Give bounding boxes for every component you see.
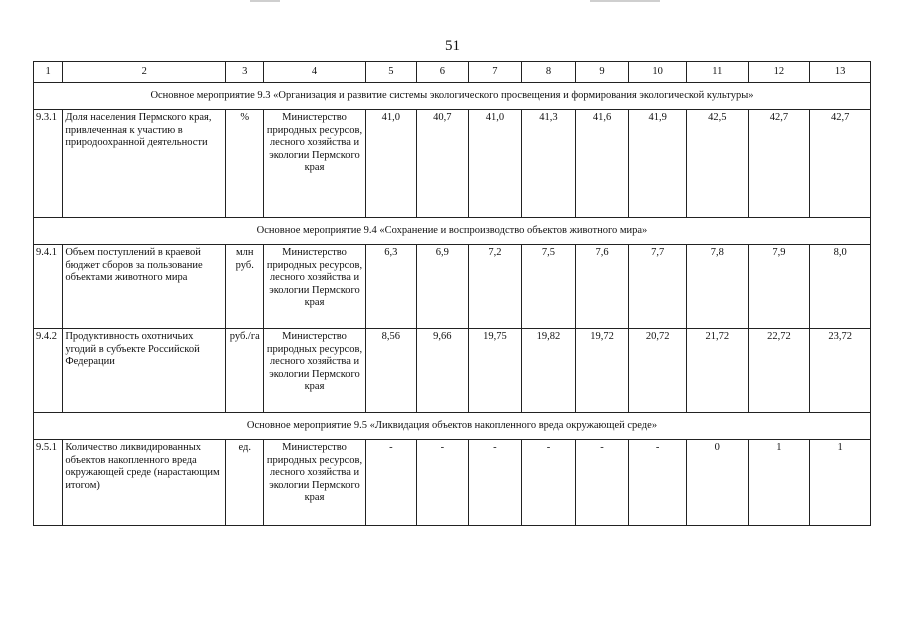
value-cell: 21,72: [686, 329, 748, 413]
value-cell: 7,6: [575, 245, 629, 329]
value-cell: 6,9: [417, 245, 469, 329]
value-cell: 1: [748, 440, 810, 526]
table-row: [34, 329, 871, 413]
value-cell: 22,72: [748, 329, 810, 413]
value-cell: -: [417, 440, 469, 526]
column-header: 12: [748, 62, 810, 83]
column-header: 8: [522, 62, 576, 83]
column-header: 1: [34, 62, 63, 83]
column-header: 6: [417, 62, 469, 83]
scan-edge-mark: [250, 0, 280, 2]
value-cell: -: [365, 440, 417, 526]
section-title-row: [34, 83, 871, 110]
value-cell: 42,5: [686, 110, 748, 218]
executor-cell: Министерство природных ресурсов, лесного хозяйства и экологии Пермского края: [264, 110, 365, 218]
value-cell: 9,66: [417, 329, 469, 413]
value-cell: 41,0: [468, 110, 522, 218]
column-header: 2: [63, 62, 226, 83]
section-title: Основное мероприятие 9.4 «Сохранение и воспроизводство объектов животного мира»: [34, 218, 871, 245]
value-cell: 23,72: [810, 329, 871, 413]
value-cell: -: [522, 440, 576, 526]
table-row: [34, 440, 871, 526]
value-cell: 41,0: [365, 110, 417, 218]
indicator-name: Объем поступлений в краевой бюджет сборов за пользование объектами животного мира: [63, 245, 226, 329]
column-header: 7: [468, 62, 522, 83]
value-cell: 7,5: [522, 245, 576, 329]
value-cell: 8,56: [365, 329, 417, 413]
value-cell: 20,72: [629, 329, 687, 413]
value-cell: 40,7: [417, 110, 469, 218]
indicator-table: [33, 61, 871, 526]
column-header: 11: [686, 62, 748, 83]
unit-cell: %: [226, 110, 264, 218]
column-header: 3: [226, 62, 264, 83]
table-row: [34, 245, 871, 329]
column-header: 4: [264, 62, 365, 83]
value-cell: 7,9: [748, 245, 810, 329]
unit-cell: ед.: [226, 440, 264, 526]
indicator-name: Количество ликвидированных объектов накопленного вреда окружающей среде (нарастающим итогом): [63, 440, 226, 526]
executor-cell: Министерство природных ресурсов, лесного хозяйства и экологии Пермского края: [264, 245, 365, 329]
value-cell: 7,7: [629, 245, 687, 329]
column-header: 10: [629, 62, 687, 83]
indicator-name: Продуктивность охотничьих угодий в субъекте Российской Федерации: [63, 329, 226, 413]
executor-cell: Министерство природных ресурсов, лесного хозяйства и экологии Пермского края: [264, 329, 365, 413]
executor-cell: Министерство природных ресурсов, лесного хозяйства и экологии Пермского края: [264, 440, 365, 526]
value-cell: 8,0: [810, 245, 871, 329]
row-number: 9.4.2: [34, 329, 63, 413]
scan-edge-mark: [590, 0, 660, 2]
value-cell: 0: [686, 440, 748, 526]
value-cell: 7,8: [686, 245, 748, 329]
value-cell: 41,3: [522, 110, 576, 218]
column-header: 13: [810, 62, 871, 83]
section-title-row: [34, 218, 871, 245]
page-number: 51: [445, 38, 460, 54]
row-number: 9.4.1: [34, 245, 63, 329]
column-header: 9: [575, 62, 629, 83]
value-cell: 7,2: [468, 245, 522, 329]
table-row: [34, 110, 871, 218]
value-cell: -: [468, 440, 522, 526]
value-cell: -: [629, 440, 687, 526]
value-cell: 19,82: [522, 329, 576, 413]
column-header: 5: [365, 62, 417, 83]
value-cell: 19,72: [575, 329, 629, 413]
unit-cell: руб./га: [226, 329, 264, 413]
row-number: 9.3.1: [34, 110, 63, 218]
value-cell: 19,75: [468, 329, 522, 413]
value-cell: 41,6: [575, 110, 629, 218]
value-cell: 1: [810, 440, 871, 526]
row-number: 9.5.1: [34, 440, 63, 526]
section-title-row: [34, 413, 871, 440]
value-cell: -: [575, 440, 629, 526]
value-cell: 42,7: [810, 110, 871, 218]
section-title: Основное мероприятие 9.3 «Организация и развитие системы экологического просвещения и формирования экологической культуры»: [34, 83, 871, 110]
value-cell: 42,7: [748, 110, 810, 218]
unit-cell: млн руб.: [226, 245, 264, 329]
value-cell: 6,3: [365, 245, 417, 329]
indicator-name: Доля населения Пермского края, привлеченная к участию в природоохранной деятельности: [63, 110, 226, 218]
value-cell: 41,9: [629, 110, 687, 218]
column-number-row: [34, 62, 871, 83]
section-title: Основное мероприятие 9.5 «Ликвидация объектов накопленного вреда окружающей среде»: [34, 413, 871, 440]
